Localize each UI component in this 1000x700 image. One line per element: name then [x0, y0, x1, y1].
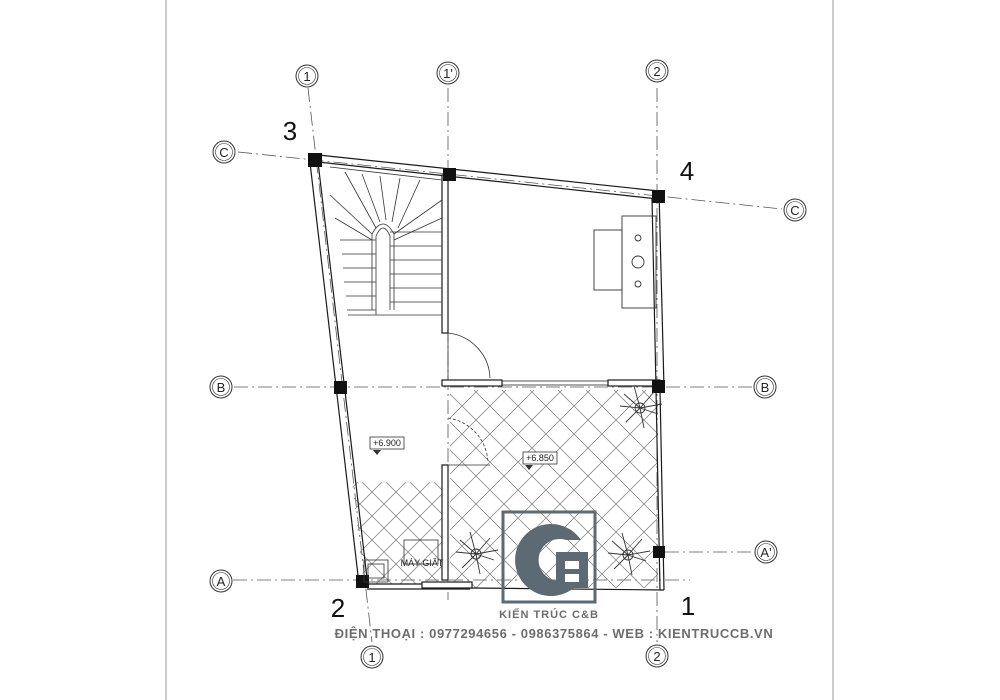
- level-marker-left: [370, 437, 404, 455]
- grid-bubble-right-c: [784, 199, 806, 221]
- company-name: KIẾN TRÚC C&B: [499, 609, 599, 621]
- svg-text:+6.900: +6.900: [373, 438, 401, 448]
- grid-bubble-left-a: [210, 570, 232, 592]
- grid-bubble-top-1-prime: [437, 62, 459, 84]
- grid-bubble-left-b: [210, 376, 232, 398]
- svg-text:1': 1': [443, 66, 453, 81]
- grid-bubble-top-1: [296, 65, 318, 87]
- grid-bubble-right-a-prime: [755, 541, 777, 563]
- vanity-fixture: [594, 216, 656, 308]
- window-glazing: [502, 381, 608, 385]
- svg-text:+6.850: +6.850: [526, 453, 554, 463]
- staircase: [330, 167, 442, 315]
- svg-text:2: 2: [653, 64, 661, 79]
- grid-bubble-bottom-1: [361, 646, 383, 668]
- svg-text:A': A': [760, 545, 772, 560]
- svg-text:1: 1: [368, 650, 376, 665]
- company-contact: ĐIỆN THOẠI : 0977294656 - 0986375864 - WEB : KIENTRUCCB.VN: [334, 626, 774, 641]
- grid-bubble-top-2: [646, 60, 668, 82]
- corner-number-3: 3: [282, 116, 298, 146]
- corner-number-2: 2: [330, 593, 346, 623]
- svg-text:1: 1: [303, 69, 311, 84]
- balcony-tile-floor: [450, 390, 658, 588]
- washer-label: MÁY GIẶT: [400, 558, 444, 568]
- grid-bubble-bottom-2: [646, 645, 668, 667]
- svg-text:C: C: [219, 145, 229, 160]
- corner-number-1: 1: [680, 591, 696, 621]
- svg-text:A: A: [216, 574, 226, 589]
- grid-bubble-left-c: [213, 141, 235, 163]
- svg-text:B: B: [216, 380, 226, 395]
- svg-text:B: B: [760, 380, 770, 395]
- svg-text:2: 2: [653, 649, 661, 664]
- corner-number-4: 4: [679, 156, 695, 186]
- svg-text:C: C: [790, 203, 800, 218]
- grid-bubble-right-b: [754, 376, 776, 398]
